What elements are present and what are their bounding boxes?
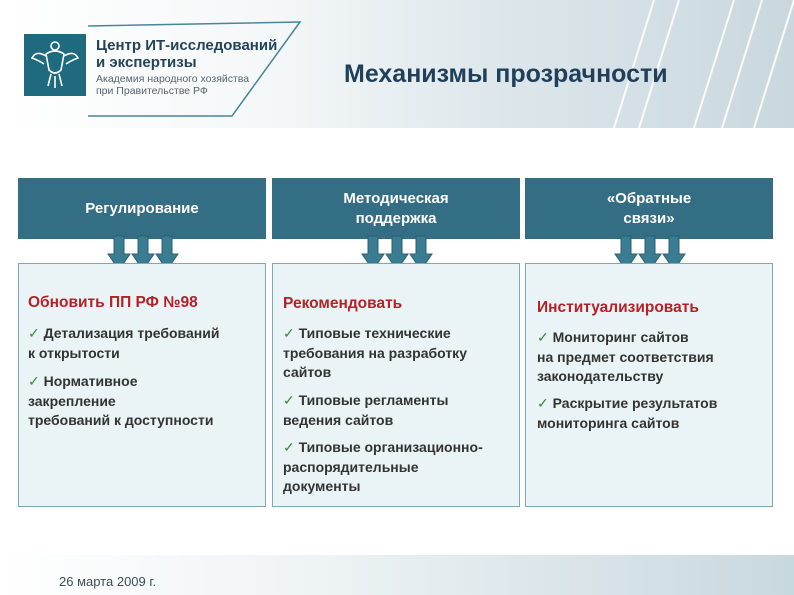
list-item [283, 438, 483, 497]
list-item-line: на предмет соответствия [537, 348, 714, 365]
list-item-line: требований к доступности [28, 412, 214, 428]
box-title-recommend: Рекомендовать [283, 295, 403, 312]
list-item [537, 328, 714, 387]
column-header-line: Методическая [343, 189, 449, 207]
check-icon: ✓ [537, 329, 549, 345]
list-item-line: Раскрытие результатов [552, 395, 718, 411]
org-name [96, 37, 277, 71]
box-title-update-decree: Обновить ПП РФ №98 [28, 294, 198, 311]
list-item-line: распорядительные [283, 458, 419, 475]
list-item-line: сайтов [283, 364, 332, 380]
list-item-line: к открытости [28, 344, 120, 361]
org-subtitle-line2: при Правительстве РФ [96, 85, 208, 97]
list-item-line: Детализация требований [43, 325, 220, 341]
list-item [28, 372, 213, 431]
list-item-line: документы [283, 478, 361, 494]
list-item-line: Типовые технические [298, 325, 451, 341]
org-name-line2: и экспертизы [96, 54, 197, 71]
list-item-line: ведения сайтов [283, 411, 394, 428]
check-icon: ✓ [283, 325, 295, 341]
column-header-methodical-support [272, 178, 520, 239]
column-header-line: «Обратные [606, 189, 692, 207]
list-item-line: закрепление [28, 392, 116, 409]
double-headed-eagle-icon [24, 34, 86, 96]
column-header-line: Регулирование [85, 199, 199, 217]
list-item-line: Мониторинг сайтов [552, 329, 689, 345]
check-icon: ✓ [537, 395, 549, 411]
column-header-feedback [525, 178, 773, 239]
org-subtitle-line1: Академия народного хозяйства [96, 73, 250, 85]
list-item-line: Нормативное [43, 373, 138, 389]
list-item [283, 324, 467, 383]
box-title-institutionalize: Институализировать [537, 299, 699, 316]
list-item [283, 391, 448, 430]
column-header-line: связи» [623, 209, 675, 227]
list-item-line: требования на разработку [283, 344, 467, 361]
check-icon: ✓ [283, 392, 295, 408]
list-item-line: Типовые организационно- [298, 439, 483, 455]
footer-date: 26 марта 2009 г. [59, 574, 157, 589]
list-item-line: Типовые регламенты [298, 392, 449, 408]
list-item [537, 394, 717, 433]
page-title: Механизмы прозрачности [344, 60, 668, 88]
column-header-line: поддержка [355, 209, 437, 227]
org-name-line1: Центр ИТ-исследований [96, 37, 278, 54]
list-item [28, 324, 219, 363]
check-icon: ✓ [28, 373, 40, 389]
column-header-regulation [18, 178, 266, 239]
org-subtitle [96, 73, 249, 97]
list-item-line: законодательству [537, 368, 664, 384]
list-item-line: мониторинга сайтов [537, 414, 680, 431]
check-icon: ✓ [283, 439, 295, 455]
check-icon: ✓ [28, 325, 40, 341]
